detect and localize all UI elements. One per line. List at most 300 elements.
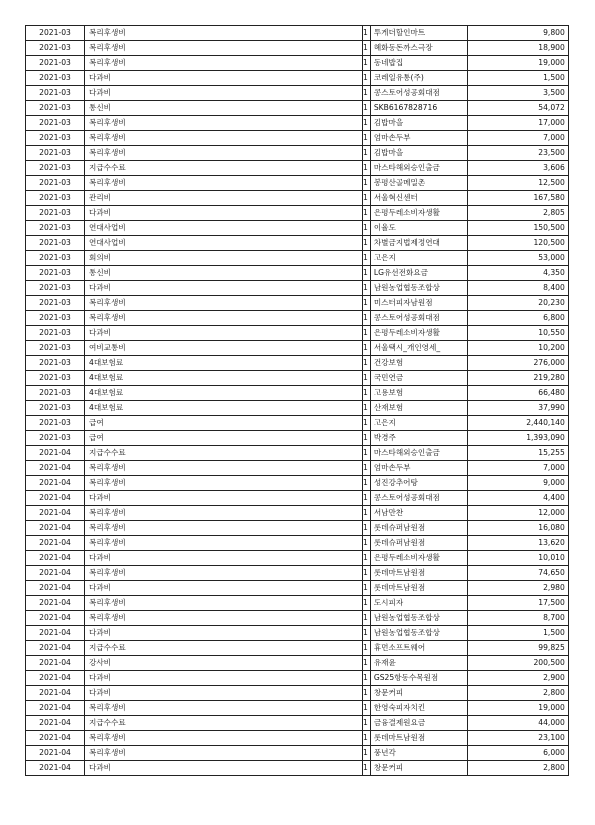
- category-cell: 복리후생비: [85, 746, 363, 761]
- date-cell: 2021-03: [26, 56, 85, 71]
- quantity-cell: 1: [363, 356, 371, 371]
- date-cell: 2021-04: [26, 536, 85, 551]
- quantity-cell: 1: [363, 161, 371, 176]
- quantity-cell: 1: [363, 401, 371, 416]
- quantity-cell: 1: [363, 581, 371, 596]
- vendor-cell: 도시피자: [370, 596, 467, 611]
- date-cell: 2021-04: [26, 746, 85, 761]
- expense-ledger-table: [25, 25, 569, 776]
- amount-cell: 6,800: [467, 311, 568, 326]
- category-cell: 연대사업비: [85, 236, 363, 251]
- category-cell: 4대보험료: [85, 386, 363, 401]
- amount-cell: 4,350: [467, 266, 568, 281]
- category-cell: 복리후생비: [85, 26, 363, 41]
- quantity-cell: 1: [363, 611, 371, 626]
- amount-cell: 8,400: [467, 281, 568, 296]
- date-cell: 2021-04: [26, 596, 85, 611]
- amount-cell: 12,500: [467, 176, 568, 191]
- table-row: [26, 116, 569, 131]
- category-cell: 복리후생비: [85, 476, 363, 491]
- amount-cell: 66,480: [467, 386, 568, 401]
- quantity-cell: 1: [363, 86, 371, 101]
- table-row: [26, 86, 569, 101]
- quantity-cell: 1: [363, 431, 371, 446]
- vendor-cell: 고은지: [370, 416, 467, 431]
- amount-cell: 15,255: [467, 446, 568, 461]
- quantity-cell: 1: [363, 386, 371, 401]
- vendor-cell: 남원농업협동조합상: [370, 611, 467, 626]
- date-cell: 2021-04: [26, 656, 85, 671]
- vendor-cell: 김밥마을: [370, 116, 467, 131]
- table-row: [26, 446, 569, 461]
- table-row: [26, 521, 569, 536]
- quantity-cell: 1: [363, 56, 371, 71]
- table-row: [26, 266, 569, 281]
- amount-cell: 4,400: [467, 491, 568, 506]
- category-cell: 다과비: [85, 686, 363, 701]
- vendor-cell: 롯데슈퍼남원점: [370, 521, 467, 536]
- table-row: [26, 236, 569, 251]
- vendor-cell: GS25항동수목원점: [370, 671, 467, 686]
- vendor-cell: 김밥마을: [370, 146, 467, 161]
- date-cell: 2021-03: [26, 221, 85, 236]
- vendor-cell: 휴먼소프트웨어: [370, 641, 467, 656]
- amount-cell: 1,393,090: [467, 431, 568, 446]
- amount-cell: 2,805: [467, 206, 568, 221]
- vendor-cell: LG유선전화요금: [370, 266, 467, 281]
- quantity-cell: 1: [363, 761, 371, 776]
- date-cell: 2021-04: [26, 611, 85, 626]
- table-row: [26, 671, 569, 686]
- table-row: [26, 746, 569, 761]
- amount-cell: 3,606: [467, 161, 568, 176]
- date-cell: 2021-04: [26, 506, 85, 521]
- quantity-cell: 1: [363, 71, 371, 86]
- table-row: [26, 491, 569, 506]
- amount-cell: 167,580: [467, 191, 568, 206]
- quantity-cell: 1: [363, 446, 371, 461]
- table-row: [26, 41, 569, 56]
- category-cell: 강사비: [85, 656, 363, 671]
- category-cell: 지급수수료: [85, 161, 363, 176]
- quantity-cell: 1: [363, 26, 371, 41]
- quantity-cell: 1: [363, 716, 371, 731]
- date-cell: 2021-03: [26, 371, 85, 386]
- date-cell: 2021-04: [26, 476, 85, 491]
- vendor-cell: 산재보험: [370, 401, 467, 416]
- vendor-cell: 은평두레소비자생활: [370, 551, 467, 566]
- date-cell: 2021-03: [26, 176, 85, 191]
- category-cell: 통신비: [85, 266, 363, 281]
- date-cell: 2021-03: [26, 281, 85, 296]
- amount-cell: 17,500: [467, 596, 568, 611]
- table-row: [26, 326, 569, 341]
- quantity-cell: 1: [363, 461, 371, 476]
- table-row: [26, 26, 569, 41]
- vendor-cell: 서남만찬: [370, 506, 467, 521]
- category-cell: 복리후생비: [85, 176, 363, 191]
- date-cell: 2021-04: [26, 521, 85, 536]
- table-row: [26, 56, 569, 71]
- vendor-cell: 풍년각: [370, 746, 467, 761]
- vendor-cell: 마스타해외승인출금: [370, 446, 467, 461]
- table-row: [26, 701, 569, 716]
- category-cell: 다과비: [85, 491, 363, 506]
- amount-cell: 44,000: [467, 716, 568, 731]
- vendor-cell: 코레일유통(주): [370, 71, 467, 86]
- quantity-cell: 1: [363, 566, 371, 581]
- date-cell: 2021-03: [26, 206, 85, 221]
- amount-cell: 3,500: [467, 86, 568, 101]
- table-row: [26, 506, 569, 521]
- vendor-cell: 은평두레소비자생활: [370, 206, 467, 221]
- date-cell: 2021-03: [26, 236, 85, 251]
- table-row: [26, 206, 569, 221]
- vendor-cell: 롯데마트남원점: [370, 731, 467, 746]
- table-row: [26, 131, 569, 146]
- vendor-cell: 미스터피자남원점: [370, 296, 467, 311]
- quantity-cell: 1: [363, 701, 371, 716]
- category-cell: 연대사업비: [85, 221, 363, 236]
- amount-cell: 219,280: [467, 371, 568, 386]
- quantity-cell: 1: [363, 251, 371, 266]
- quantity-cell: 1: [363, 41, 371, 56]
- amount-cell: 2,800: [467, 686, 568, 701]
- amount-cell: 2,900: [467, 671, 568, 686]
- quantity-cell: 1: [363, 671, 371, 686]
- category-cell: 복리후생비: [85, 311, 363, 326]
- vendor-cell: 콩스토어성공회대점: [370, 491, 467, 506]
- amount-cell: 17,000: [467, 116, 568, 131]
- amount-cell: 6,000: [467, 746, 568, 761]
- amount-cell: 7,000: [467, 131, 568, 146]
- ledger-body: [26, 26, 569, 776]
- amount-cell: 18,900: [467, 41, 568, 56]
- date-cell: 2021-03: [26, 326, 85, 341]
- table-row: [26, 431, 569, 446]
- category-cell: 복리후생비: [85, 521, 363, 536]
- amount-cell: 2,980: [467, 581, 568, 596]
- category-cell: 복리후생비: [85, 596, 363, 611]
- amount-cell: 16,080: [467, 521, 568, 536]
- category-cell: 복리후생비: [85, 536, 363, 551]
- date-cell: 2021-04: [26, 671, 85, 686]
- date-cell: 2021-03: [26, 386, 85, 401]
- vendor-cell: 봉평산골메밀촌: [370, 176, 467, 191]
- date-cell: 2021-03: [26, 146, 85, 161]
- date-cell: 2021-03: [26, 266, 85, 281]
- category-cell: 관리비: [85, 191, 363, 206]
- table-row: [26, 581, 569, 596]
- table-row: [26, 386, 569, 401]
- vendor-cell: 콩스토어성공회대점: [370, 311, 467, 326]
- category-cell: 다과비: [85, 626, 363, 641]
- vendor-cell: 한영숙피자치킨: [370, 701, 467, 716]
- table-row: [26, 761, 569, 776]
- amount-cell: 53,000: [467, 251, 568, 266]
- category-cell: 복리후생비: [85, 146, 363, 161]
- table-row: [26, 161, 569, 176]
- quantity-cell: 1: [363, 476, 371, 491]
- quantity-cell: 1: [363, 491, 371, 506]
- table-row: [26, 641, 569, 656]
- category-cell: 통신비: [85, 101, 363, 116]
- date-cell: 2021-04: [26, 491, 85, 506]
- vendor-cell: 고용보험: [370, 386, 467, 401]
- amount-cell: 19,000: [467, 701, 568, 716]
- category-cell: 4대보험료: [85, 401, 363, 416]
- quantity-cell: 1: [363, 131, 371, 146]
- table-row: [26, 281, 569, 296]
- table-row: [26, 416, 569, 431]
- table-row: [26, 401, 569, 416]
- category-cell: 다과비: [85, 71, 363, 86]
- quantity-cell: 1: [363, 341, 371, 356]
- category-cell: 복리후생비: [85, 566, 363, 581]
- vendor-cell: 콩스토어성공회대점: [370, 86, 467, 101]
- category-cell: 복리후생비: [85, 296, 363, 311]
- date-cell: 2021-03: [26, 116, 85, 131]
- amount-cell: 2,440,140: [467, 416, 568, 431]
- category-cell: 4대보험료: [85, 371, 363, 386]
- amount-cell: 276,000: [467, 356, 568, 371]
- quantity-cell: 1: [363, 296, 371, 311]
- quantity-cell: 1: [363, 626, 371, 641]
- category-cell: 복리후생비: [85, 116, 363, 131]
- vendor-cell: 창문커피: [370, 761, 467, 776]
- table-row: [26, 476, 569, 491]
- vendor-cell: 투게더할인마트: [370, 26, 467, 41]
- amount-cell: 150,500: [467, 221, 568, 236]
- table-row: [26, 251, 569, 266]
- amount-cell: 1,500: [467, 626, 568, 641]
- date-cell: 2021-04: [26, 566, 85, 581]
- amount-cell: 120,500: [467, 236, 568, 251]
- amount-cell: 99,825: [467, 641, 568, 656]
- vendor-cell: 롯데마트남원점: [370, 581, 467, 596]
- category-cell: 다과비: [85, 551, 363, 566]
- table-row: [26, 686, 569, 701]
- quantity-cell: 1: [363, 536, 371, 551]
- date-cell: 2021-04: [26, 731, 85, 746]
- date-cell: 2021-03: [26, 356, 85, 371]
- vendor-cell: 성진강추어탕: [370, 476, 467, 491]
- amount-cell: 19,000: [467, 56, 568, 71]
- vendor-cell: 유재윤: [370, 656, 467, 671]
- vendor-cell: 서울혁신센터: [370, 191, 467, 206]
- quantity-cell: 1: [363, 656, 371, 671]
- date-cell: 2021-04: [26, 461, 85, 476]
- category-cell: 복리후생비: [85, 731, 363, 746]
- quantity-cell: 1: [363, 281, 371, 296]
- quantity-cell: 1: [363, 596, 371, 611]
- category-cell: 복리후생비: [85, 56, 363, 71]
- amount-cell: 9,000: [467, 476, 568, 491]
- date-cell: 2021-04: [26, 761, 85, 776]
- date-cell: 2021-03: [26, 86, 85, 101]
- date-cell: 2021-04: [26, 686, 85, 701]
- date-cell: 2021-04: [26, 446, 85, 461]
- vendor-cell: 남원농업협동조합상: [370, 626, 467, 641]
- amount-cell: 23,100: [467, 731, 568, 746]
- vendor-cell: 서울택시_개인영세_: [370, 341, 467, 356]
- amount-cell: 10,010: [467, 551, 568, 566]
- amount-cell: 9,800: [467, 26, 568, 41]
- category-cell: 복리후생비: [85, 611, 363, 626]
- category-cell: 복리후생비: [85, 506, 363, 521]
- category-cell: 급여: [85, 416, 363, 431]
- date-cell: 2021-03: [26, 26, 85, 41]
- vendor-cell: 엄마손두부: [370, 131, 467, 146]
- vendor-cell: 은평두레소비자생활: [370, 326, 467, 341]
- vendor-cell: 국민연금: [370, 371, 467, 386]
- quantity-cell: 1: [363, 191, 371, 206]
- date-cell: 2021-03: [26, 191, 85, 206]
- date-cell: 2021-04: [26, 716, 85, 731]
- table-row: [26, 551, 569, 566]
- quantity-cell: 1: [363, 176, 371, 191]
- table-row: [26, 461, 569, 476]
- category-cell: 지급수수료: [85, 716, 363, 731]
- date-cell: 2021-03: [26, 416, 85, 431]
- vendor-cell: 고은지: [370, 251, 467, 266]
- date-cell: 2021-03: [26, 41, 85, 56]
- amount-cell: 74,650: [467, 566, 568, 581]
- table-row: [26, 176, 569, 191]
- vendor-cell: 건강보험: [370, 356, 467, 371]
- amount-cell: 10,200: [467, 341, 568, 356]
- amount-cell: 200,500: [467, 656, 568, 671]
- date-cell: 2021-03: [26, 101, 85, 116]
- quantity-cell: 1: [363, 236, 371, 251]
- date-cell: 2021-03: [26, 341, 85, 356]
- date-cell: 2021-03: [26, 311, 85, 326]
- quantity-cell: 1: [363, 506, 371, 521]
- table-row: [26, 341, 569, 356]
- category-cell: 여비교통비: [85, 341, 363, 356]
- quantity-cell: 1: [363, 146, 371, 161]
- category-cell: 다과비: [85, 761, 363, 776]
- category-cell: 지급수수료: [85, 641, 363, 656]
- vendor-cell: 이율도: [370, 221, 467, 236]
- category-cell: 복리후생비: [85, 131, 363, 146]
- date-cell: 2021-04: [26, 701, 85, 716]
- quantity-cell: 1: [363, 641, 371, 656]
- quantity-cell: 1: [363, 746, 371, 761]
- date-cell: 2021-03: [26, 71, 85, 86]
- vendor-cell: 박경주: [370, 431, 467, 446]
- table-row: [26, 656, 569, 671]
- category-cell: 다과비: [85, 581, 363, 596]
- quantity-cell: 1: [363, 206, 371, 221]
- table-row: [26, 626, 569, 641]
- vendor-cell: 엄마손두부: [370, 461, 467, 476]
- category-cell: 복리후생비: [85, 701, 363, 716]
- vendor-cell: 금융결제원요금: [370, 716, 467, 731]
- date-cell: 2021-04: [26, 641, 85, 656]
- quantity-cell: 1: [363, 101, 371, 116]
- quantity-cell: 1: [363, 371, 371, 386]
- date-cell: 2021-03: [26, 296, 85, 311]
- vendor-cell: 동네밥집: [370, 56, 467, 71]
- vendor-cell: 창문커피: [370, 686, 467, 701]
- date-cell: 2021-03: [26, 431, 85, 446]
- quantity-cell: 1: [363, 311, 371, 326]
- table-row: [26, 716, 569, 731]
- amount-cell: 10,550: [467, 326, 568, 341]
- quantity-cell: 1: [363, 326, 371, 341]
- table-row: [26, 596, 569, 611]
- quantity-cell: 1: [363, 521, 371, 536]
- amount-cell: 2,800: [467, 761, 568, 776]
- category-cell: 급여: [85, 431, 363, 446]
- amount-cell: 37,990: [467, 401, 568, 416]
- table-row: [26, 296, 569, 311]
- table-row: [26, 191, 569, 206]
- category-cell: 다과비: [85, 281, 363, 296]
- amount-cell: 20,230: [467, 296, 568, 311]
- vendor-cell: 남원농업협동조합상: [370, 281, 467, 296]
- quantity-cell: 1: [363, 116, 371, 131]
- amount-cell: 13,620: [467, 536, 568, 551]
- vendor-cell: 혜화동돈까스극장: [370, 41, 467, 56]
- table-row: [26, 611, 569, 626]
- category-cell: 4대보험료: [85, 356, 363, 371]
- category-cell: 지급수수료: [85, 446, 363, 461]
- quantity-cell: 1: [363, 731, 371, 746]
- table-row: [26, 101, 569, 116]
- vendor-cell: 차별금지법제정연대: [370, 236, 467, 251]
- vendor-cell: 마스타해외승인출금: [370, 161, 467, 176]
- table-row: [26, 146, 569, 161]
- amount-cell: 12,000: [467, 506, 568, 521]
- amount-cell: 23,500: [467, 146, 568, 161]
- table-row: [26, 221, 569, 236]
- table-row: [26, 311, 569, 326]
- vendor-cell: SKB6167828716: [370, 101, 467, 116]
- category-cell: 다과비: [85, 671, 363, 686]
- date-cell: 2021-04: [26, 581, 85, 596]
- category-cell: 다과비: [85, 326, 363, 341]
- table-row: [26, 71, 569, 86]
- amount-cell: 1,500: [467, 71, 568, 86]
- amount-cell: 54,072: [467, 101, 568, 116]
- quantity-cell: 1: [363, 266, 371, 281]
- table-row: [26, 566, 569, 581]
- table-row: [26, 356, 569, 371]
- date-cell: 2021-03: [26, 251, 85, 266]
- table-row: [26, 536, 569, 551]
- quantity-cell: 1: [363, 221, 371, 236]
- category-cell: 회의비: [85, 251, 363, 266]
- quantity-cell: 1: [363, 551, 371, 566]
- amount-cell: 7,000: [467, 461, 568, 476]
- quantity-cell: 1: [363, 686, 371, 701]
- date-cell: 2021-04: [26, 626, 85, 641]
- category-cell: 복리후생비: [85, 461, 363, 476]
- date-cell: 2021-04: [26, 551, 85, 566]
- table-row: [26, 371, 569, 386]
- quantity-cell: 1: [363, 416, 371, 431]
- date-cell: 2021-03: [26, 131, 85, 146]
- amount-cell: 8,700: [467, 611, 568, 626]
- vendor-cell: 롯데슈퍼남원점: [370, 536, 467, 551]
- category-cell: 다과비: [85, 206, 363, 221]
- category-cell: 복리후생비: [85, 41, 363, 56]
- date-cell: 2021-03: [26, 161, 85, 176]
- date-cell: 2021-03: [26, 401, 85, 416]
- vendor-cell: 롯데마트남원점: [370, 566, 467, 581]
